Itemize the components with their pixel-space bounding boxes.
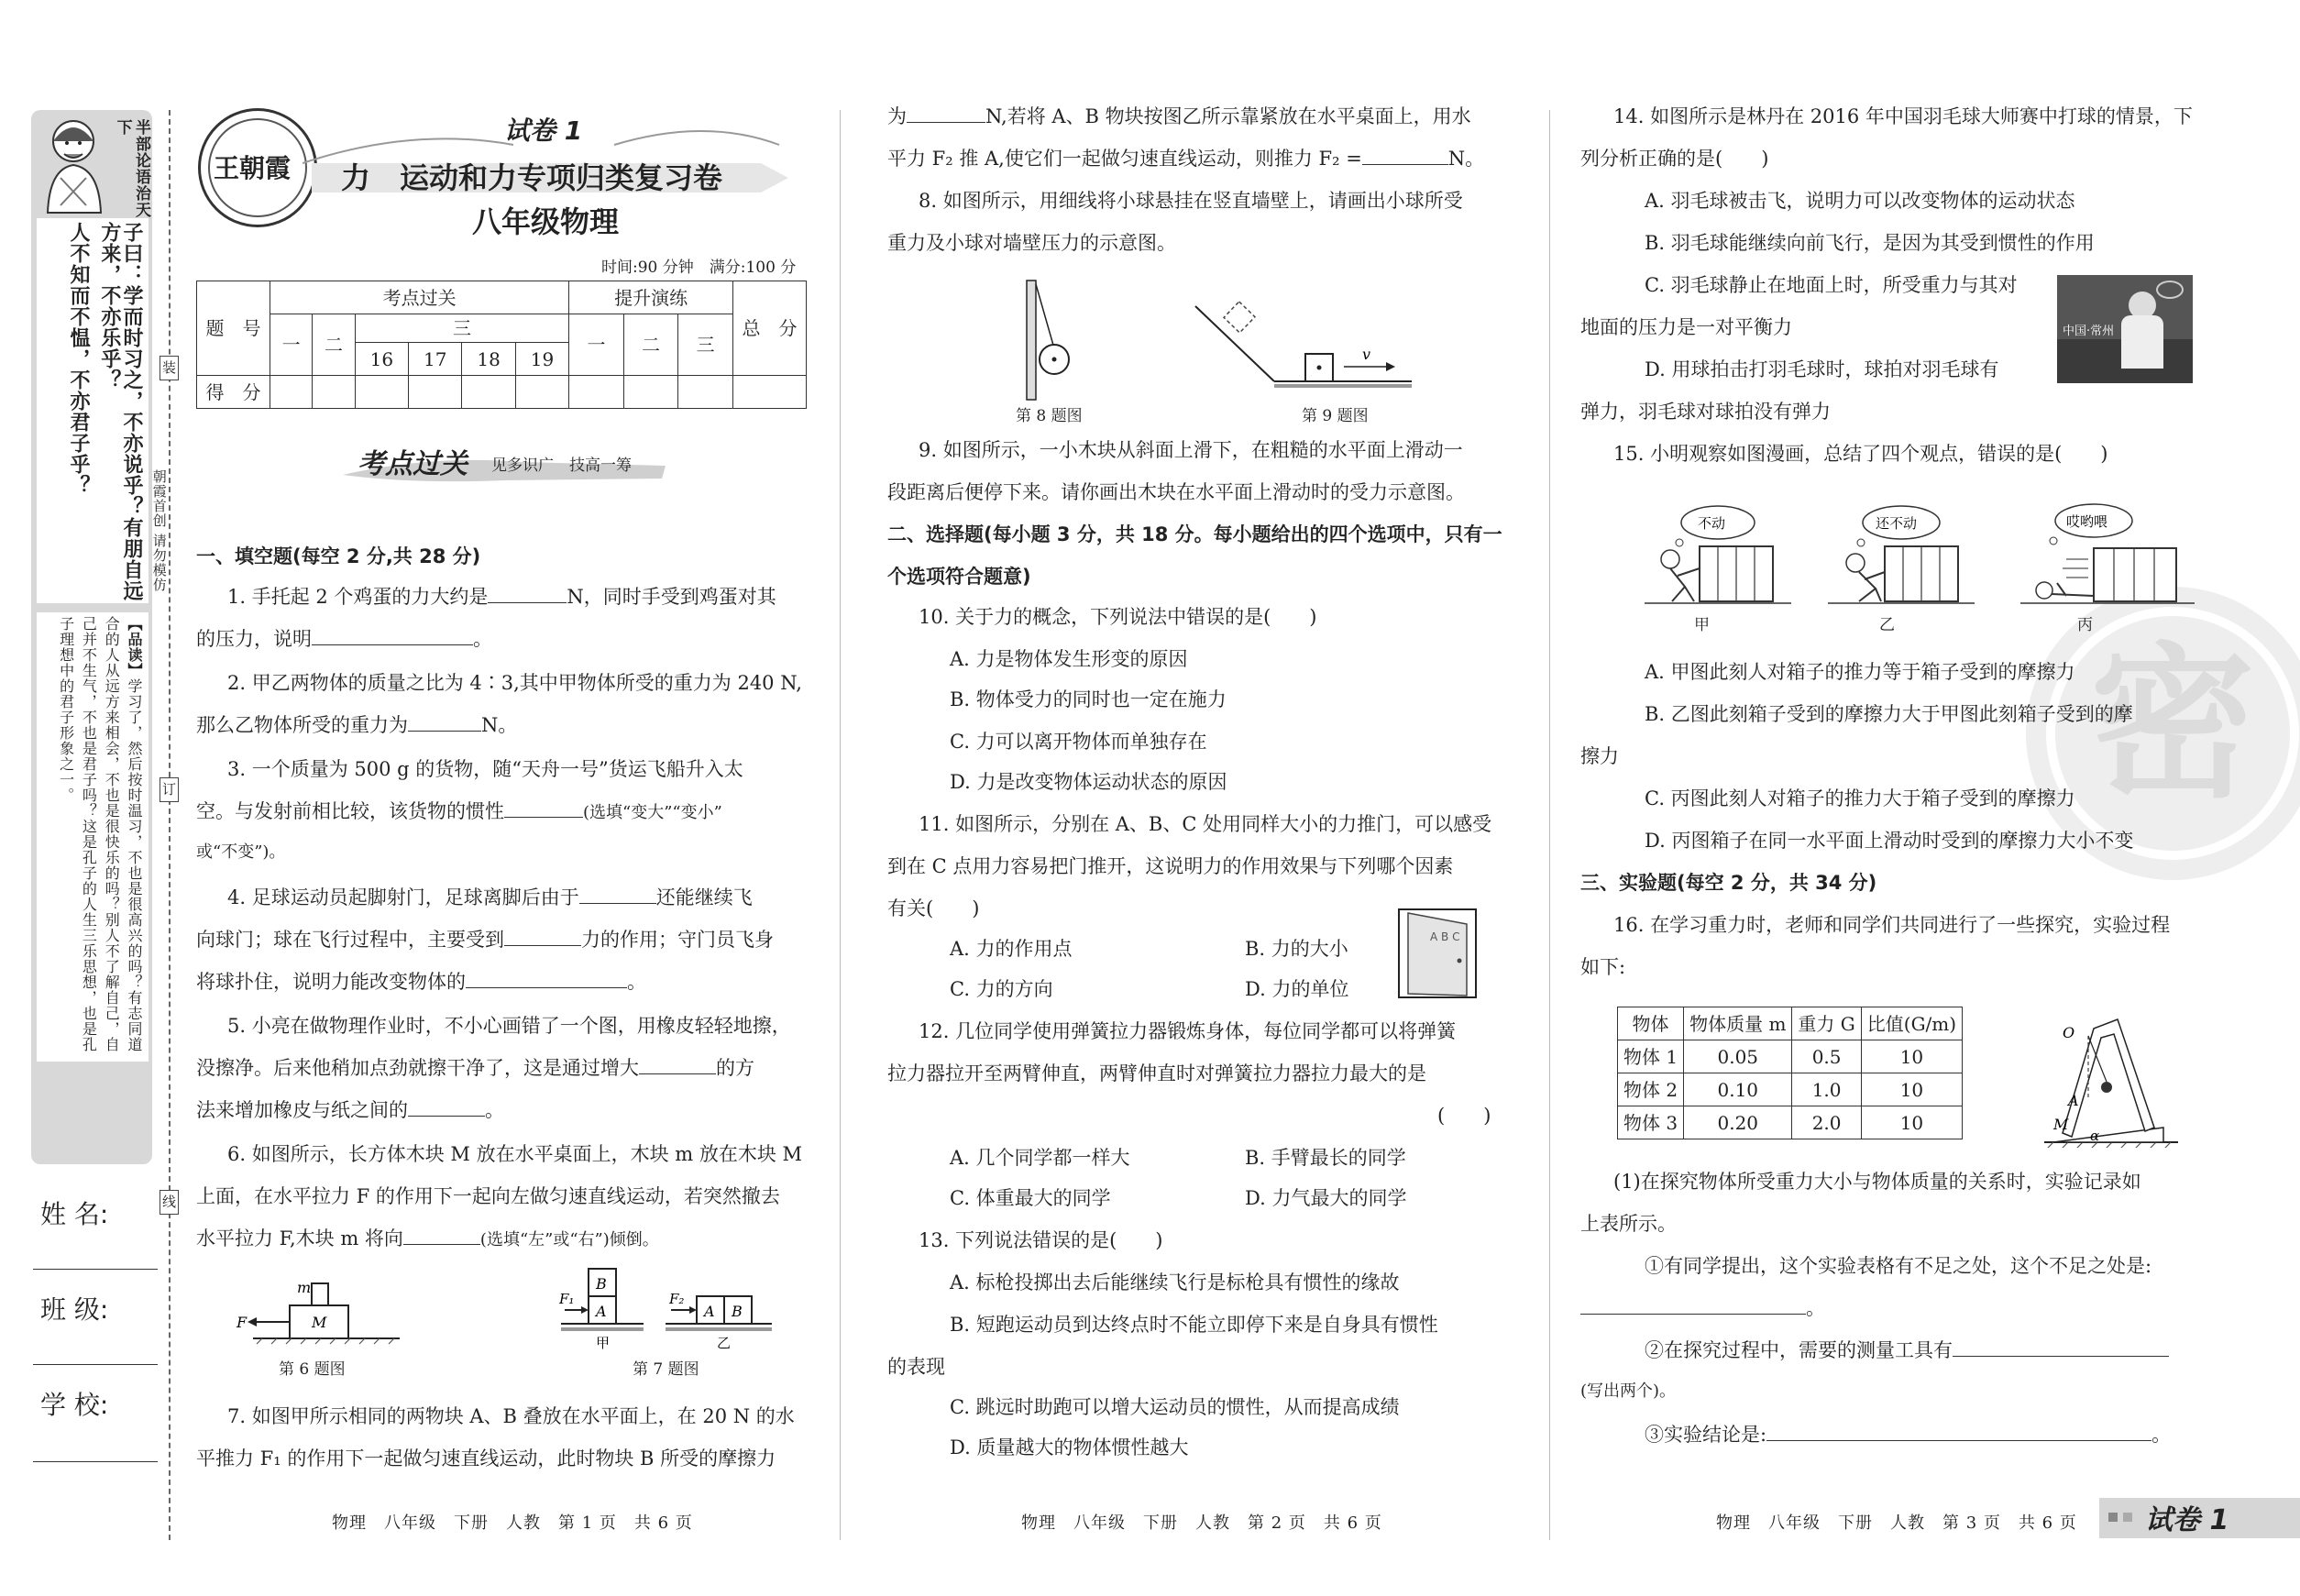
fig16-alpha: α	[2090, 1128, 2100, 1144]
q11-line3: 有关( )	[887, 897, 980, 919]
pindu-content: 学习了，然后按时温习，不也是很高兴的吗？有志同道合的人从远方来相会，不也是很快乐的吗？别人不了解自己，自己并不生气，不也是君子吗？这是孔子的人生三乐思想，也是孔子理想中的君子形象之一。	[57, 616, 143, 1052]
figure-6	[235, 1265, 418, 1357]
fig7-yi: 乙	[717, 1335, 732, 1351]
q11-option-b[interactable]: B. 力的大小	[1245, 938, 1348, 960]
q13-option-b-cont: 的表现	[887, 1356, 945, 1378]
bubble-2: 还不动	[1876, 515, 1918, 532]
footer-page-2: 物理 八年级 下册 人教 第 2 页 共 6 页	[1021, 1513, 1382, 1533]
blank[interactable]	[312, 644, 473, 645]
q13-option-a[interactable]: A. 标枪投掷出去后能继续飞行是标枪具有惯性的缘故	[950, 1271, 1400, 1293]
q16-1-sub1: ①有同学提出，这个实验表格有不足之处，这个不足之处是:	[1645, 1255, 2152, 1277]
figure-9	[1192, 293, 1421, 394]
blank[interactable]	[504, 945, 581, 946]
school-line[interactable]	[33, 1461, 158, 1462]
q15-option-b[interactable]: B. 乙图此刻箱子受到的摩擦力大于甲图此刻箱子受到的摩	[1645, 703, 2133, 725]
fig6-m: m	[297, 1279, 312, 1296]
score-sub: 17	[409, 343, 462, 376]
q14-option-c[interactable]: C. 羽毛球静止在地面上时，所受重力与其对	[1645, 274, 2018, 296]
name-label: 姓 名:	[40, 1199, 109, 1229]
exp-cell: 物体 2	[1618, 1073, 1684, 1106]
blank[interactable]	[1362, 164, 1448, 165]
score-cell[interactable]	[733, 376, 807, 409]
q1-line2: 的压力，说明 。	[196, 628, 492, 650]
q5-line2: 没擦净。后来他稍加点劲就擦干净了，这是通过增大 的方	[196, 1057, 754, 1079]
score-sub: 18	[462, 343, 515, 376]
school-label: 学 校:	[40, 1390, 109, 1420]
score-col: 三	[678, 314, 733, 376]
score-table-score-label: 得 分	[197, 376, 270, 409]
exp-cell: 0.05	[1684, 1040, 1792, 1073]
blank[interactable]	[1766, 1440, 2151, 1441]
q7-line2: 平推力 F₁ 的作用下一起做匀速直线运动，此时物块 B 所受的摩擦力	[196, 1447, 776, 1469]
confucius-illustration	[35, 114, 117, 215]
exp-cell: 1.0	[1792, 1073, 1861, 1106]
q13-option-b[interactable]: B. 短跑运动员到达终点时不能立即停下来是自身具有惯性	[950, 1314, 1438, 1336]
fig6-M: M	[312, 1314, 327, 1331]
q11-line1: 11. 如图所示，分别在 A、B、C 处用同样大小的力推门，可以感受	[919, 813, 1492, 835]
class-label: 班 级:	[40, 1294, 109, 1325]
fig7-B-right: B	[732, 1303, 743, 1320]
section-3-heading: 三、实验题(每空 2 分，共 34 分)	[1580, 872, 1877, 894]
score-cell[interactable]	[623, 376, 678, 409]
table-row	[1618, 1073, 1963, 1106]
q16-1-line1: (1)在探究物体所受重力大小与物体质量的关系时，实验记录如	[1613, 1171, 2141, 1193]
class-line[interactable]	[33, 1364, 158, 1365]
q12-option-d[interactable]: D. 力气最大的同学	[1245, 1187, 1407, 1209]
q9-line1: 9. 如图所示，一小木块从斜面上滑下，在粗糙的水平面上滑动一	[919, 439, 1463, 461]
motto-small: 半部论语治天下	[113, 119, 150, 218]
fig7-jia: 甲	[596, 1335, 611, 1351]
table-row	[1618, 1106, 1963, 1139]
score-table-group1: 考点过关	[270, 281, 569, 314]
q16-line1: 16. 在学习重力时，老师和同学们共同进行了一些探究，实验过程	[1613, 914, 2171, 936]
q9-line2: 段距离后便停下来。请你画出木块在水平面上滑动时的受力示意图。	[887, 481, 1465, 503]
q15-option-d[interactable]: D. 丙图箱子在同一水平面上滑动时受到的摩擦力大小不变	[1645, 830, 2134, 852]
q10-option-d[interactable]: D. 力是改变物体运动状态的原因	[950, 771, 1227, 793]
logo-text: 王朝霞	[214, 153, 292, 183]
bubble-3: 哎哟喂	[2066, 513, 2108, 530]
score-cell[interactable]	[515, 376, 568, 409]
binding-mark-1: 装	[160, 356, 179, 380]
q13: 13. 下列说法错误的是( )	[919, 1229, 1163, 1251]
q12-line3: ( )	[1437, 1105, 1491, 1127]
exp-header: 物体质量 m	[1684, 1007, 1792, 1040]
bubble-1: 不动	[1698, 515, 1726, 532]
corner-exam-number: 试卷 1	[2145, 1504, 2229, 1536]
q4-line2: 向球门；球在飞行过程中，主要受到 力的作用；守门员飞身	[196, 929, 774, 951]
score-table-row-label: 题 号	[197, 281, 270, 376]
q4-line1: 4. 足球运动员起脚射门，足球离脚后由于 还能继续飞	[227, 886, 753, 908]
score-col-san: 三	[355, 314, 569, 343]
blank[interactable]	[639, 1073, 716, 1074]
q7-line4: 平力 F₂ 推 A,使它们一起做匀速直线运动，则推力 F₂ = N。	[887, 148, 1485, 170]
exp-header: 比值(G/m)	[1861, 1007, 1962, 1040]
section-2-heading-line2: 个选项符合题意)	[887, 566, 1031, 588]
q1-line1: 1. 手托起 2 个鸡蛋的力大约是 N，同时手受到鸡蛋对其	[227, 586, 776, 608]
fig8-caption: 第 8 题图	[1016, 407, 1083, 425]
q12-option-a[interactable]: A. 几个同学都一样大	[950, 1147, 1130, 1169]
q16-line2: 如下:	[1580, 956, 1626, 978]
exp-cell: 物体 3	[1618, 1106, 1684, 1139]
fig7-F2: F₂	[669, 1291, 685, 1307]
experiment-table	[1617, 1007, 1963, 1139]
exp-cell: 0.5	[1792, 1040, 1861, 1073]
logo	[198, 108, 317, 227]
exp-cell: 10	[1861, 1106, 1962, 1139]
q16-1-sub2: ②在探究过程中，需要的测量工具有	[1645, 1337, 2169, 1366]
figure-7	[556, 1261, 794, 1362]
score-col: 一	[569, 314, 624, 376]
score-cell[interactable]	[313, 376, 355, 409]
fig16-O: O	[2063, 1024, 2075, 1041]
q3-line1: 3. 一个质量为 500 g 的货物，随“天舟一号”货运飞船升入太	[227, 758, 743, 780]
q15: 15. 小明观察如图漫画，总结了四个观点，错误的是( )	[1613, 443, 2108, 465]
q3-line3: 或“不变”)。	[196, 842, 286, 862]
confucius-quote-line2: 人不知而不愠，不亦君子乎？	[67, 222, 91, 496]
sidebar	[28, 110, 156, 1164]
fig7-F1: F₁	[559, 1291, 575, 1307]
door-labels: A B C	[1430, 930, 1460, 943]
confucius-quote	[37, 218, 149, 603]
exam-title: 力 运动和力专项归类复习卷	[341, 160, 723, 195]
section-banner-title: 考点过关	[358, 448, 468, 480]
score-table-total: 总 分	[733, 281, 807, 376]
blank[interactable]	[488, 602, 567, 603]
q14-option-a[interactable]: A. 羽毛球被击飞，说明力可以改变物体的运动状态	[1645, 190, 2075, 212]
badminton-photo	[2057, 275, 2193, 383]
score-col: 二	[623, 314, 678, 376]
score-col: 一	[270, 314, 313, 376]
q4-line3: 将球扑住，说明力能改变物体的 。	[196, 971, 646, 993]
fig7-caption: 第 7 题图	[633, 1360, 699, 1379]
blank[interactable]	[1953, 1356, 2169, 1357]
q12-option-b[interactable]: B. 手臂最长的同学	[1245, 1147, 1406, 1169]
q11-option-a[interactable]: A. 力的作用点	[950, 938, 1073, 960]
section-banner-slogan: 见多识广 技高一筹	[491, 457, 632, 475]
exp-cell: 10	[1861, 1040, 1962, 1073]
fig16-A: A	[2068, 1092, 2079, 1109]
q12-line1: 12. 几位同学使用弹簧拉力器锻炼身体，每位同学都可以将弹簧	[919, 1020, 1457, 1042]
q10: 10. 关于力的概念，下列说法中错误的是( )	[919, 606, 1317, 628]
brand-note: 朝霞首创 请勿模仿	[150, 469, 168, 592]
cartoon-caption-bing: 丙	[2077, 616, 2093, 634]
blank[interactable]	[579, 903, 656, 904]
pindu-text	[54, 616, 145, 1056]
q7-line1: 7. 如图甲所示相同的两物块 A、B 叠放在水平面上，在 20 N 的水	[227, 1405, 795, 1427]
score-cell[interactable]	[270, 376, 313, 409]
score-table-group2: 提升演练	[569, 281, 733, 314]
q5-line1: 5. 小亮在做物理作业时，不小心画错了一个图，用橡皮轻轻地擦，	[227, 1015, 791, 1037]
q14-option-c-cont: 地面的压力是一对平衡力	[1580, 316, 1792, 338]
q11-option-c[interactable]: C. 力的方向	[950, 978, 1053, 1000]
pindu-label: 【品读】	[126, 616, 143, 678]
score-table	[196, 281, 807, 409]
blank[interactable]	[408, 1116, 485, 1117]
exp-header: 物体	[1618, 1007, 1684, 1040]
fig7-A-right: A	[704, 1303, 715, 1320]
q5-line3: 法来增加橡皮与纸之间的 。	[196, 1099, 504, 1121]
q14-line1: 14. 如图所示是林丹在 2016 年中国羽毛球大师赛中打球的情景，下	[1613, 105, 2193, 127]
pindu-box	[37, 612, 149, 1062]
fig7-A-bottom: A	[596, 1303, 607, 1320]
watermark-text: 密	[2090, 627, 2256, 820]
footer-page-1: 物理 八年级 下册 人教 第 1 页 共 6 页	[332, 1513, 693, 1533]
q16-1-sub1-answer: 。	[1580, 1294, 1825, 1324]
exp-cell: 物体 1	[1618, 1040, 1684, 1073]
confucius-quote-line1: 子曰：学而时习之，不亦说乎？有朋自远方来，不亦乐乎？	[97, 222, 144, 601]
q13-option-c[interactable]: C. 跳远时助跑可以增大运动员的惯性，从而提高成绩	[950, 1396, 1400, 1418]
q2-line2: 那么乙物体所受的重力为 N。	[196, 714, 518, 736]
q16-1-sub3: ③实验结论是: 。	[1645, 1424, 2172, 1446]
photo-caption-text: 中国·常州	[2063, 325, 2115, 338]
q12-option-c[interactable]: C. 体重最大的同学	[950, 1187, 1111, 1209]
q14-line2: 列分析正确的是( )	[1580, 148, 1769, 170]
score-sub: 16	[355, 343, 408, 376]
cartoon-figure	[1635, 495, 2204, 614]
q15-option-b-cont: 擦力	[1580, 745, 1619, 767]
blank[interactable]	[504, 817, 583, 818]
blank[interactable]	[403, 1244, 480, 1245]
exp-cell: 2.0	[1792, 1106, 1861, 1139]
fig6-caption: 第 6 题图	[279, 1360, 346, 1379]
q15-option-a[interactable]: A. 甲图此刻人对箱子的推力等于箱子受到的摩擦力	[1645, 661, 2075, 683]
score-sub: 19	[515, 343, 568, 376]
fig6-F: F	[237, 1314, 248, 1331]
blank[interactable]	[408, 731, 481, 732]
q11-option-d[interactable]: D. 力的单位	[1245, 978, 1349, 1000]
corner-exam-tab	[2099, 1498, 2300, 1538]
q10-option-c[interactable]: C. 力可以离开物体而单独存在	[950, 731, 1207, 753]
q12-line2: 拉力器拉开至两臂伸直，两臂伸直时对弹簧拉力器拉力最大的是	[887, 1062, 1426, 1084]
q8-line1: 8. 如图所示，用细线将小球悬挂在竖直墙壁上，请画出小球所受	[919, 190, 1463, 212]
figure-8	[1008, 275, 1118, 403]
exp-cell: 0.20	[1684, 1106, 1792, 1139]
fig9-caption: 第 9 题图	[1302, 407, 1369, 425]
exam-subtitle: 八年级物理	[472, 204, 620, 239]
q6-line2: 上面，在水平拉力 F 的作用下一起向左做匀速直线运动，若突然撤去	[196, 1185, 780, 1207]
q16-1-sub2-note: (写出两个)。	[1580, 1381, 1677, 1401]
q11-line2: 到在 C 点用力容易把门推开，这说明力的作用效果与下列哪个因素	[887, 855, 1454, 877]
time-info: 时间:90 分钟 满分:100 分	[601, 259, 797, 277]
q15-option-c[interactable]: C. 丙图此刻人对箱子的推力大于箱子受到的摩擦力	[1645, 787, 2075, 809]
score-cell[interactable]	[569, 376, 624, 409]
q16-1-line2: 上表所示。	[1580, 1213, 1677, 1235]
section-1-heading: 一、填空题(每空 2 分,共 28 分)	[196, 545, 481, 567]
q10-option-a[interactable]: A. 力是物体发生形变的原因	[950, 648, 1188, 670]
q14-option-b[interactable]: B. 羽毛球能继续向前飞行，是因为其受到惯性的作用	[1645, 232, 2095, 254]
q14-option-d[interactable]: D. 用球拍击打羽毛球时，球拍对羽毛球有	[1645, 358, 1999, 380]
q6-line1: 6. 如图所示，长方体木块 M 放在水平桌面上，木块 m 放在木块 M	[227, 1143, 803, 1165]
fig9-v: v	[1362, 346, 1371, 363]
blank[interactable]	[466, 987, 627, 988]
exp-cell: 10	[1861, 1073, 1962, 1106]
exam-number: 试卷 1	[504, 116, 583, 146]
fig7-B-top: B	[596, 1275, 607, 1293]
fig16-M: M	[2053, 1116, 2069, 1133]
column-divider-1	[840, 110, 841, 1540]
table-row	[1618, 1040, 1963, 1073]
column-divider-2	[1549, 110, 1550, 1540]
score-cell[interactable]	[409, 376, 462, 409]
binding-mark-2: 订	[160, 777, 179, 802]
cartoon-caption-jia: 甲	[1694, 616, 1710, 634]
q2-line1: 2. 甲乙两物体的质量之比为 4∶3,其中甲物体所受的重力为 240 N,	[227, 672, 802, 694]
section-2-heading-line1: 二、选择题(每小题 3 分，共 18 分。每小题给出的四个选项中，只有一	[887, 523, 1502, 545]
binding-line	[169, 110, 171, 1540]
q3-line2: 空。与发射前相比较，该货物的惯性 (选填“变大”“变小”	[196, 800, 722, 822]
footer-page-3: 物理 八年级 下册 人教 第 3 页 共 6 页	[1716, 1513, 2077, 1533]
score-cell[interactable]	[678, 376, 733, 409]
name-line[interactable]	[33, 1269, 158, 1270]
q7-line3: 为 N,若将 A、B 物块按图乙所示靠紧放在水平桌面上，用水	[887, 105, 1471, 127]
door-figure	[1393, 906, 1480, 1001]
exp-header: 重力 G	[1792, 1007, 1861, 1040]
blank[interactable]	[907, 122, 985, 123]
figure-16	[2017, 1014, 2182, 1151]
score-cell[interactable]	[355, 376, 408, 409]
q10-option-b[interactable]: B. 物体受力的同时也一定在施力	[950, 688, 1227, 710]
exp-cell: 0.10	[1684, 1073, 1792, 1106]
score-cell[interactable]	[462, 376, 515, 409]
q8-line2: 重力及小球对墙壁压力的示意图。	[887, 232, 1176, 254]
blank[interactable]	[1580, 1314, 1806, 1315]
binding-mark-3: 线	[160, 1190, 179, 1215]
q14-option-d-cont: 弹力，羽毛球对球拍没有弹力	[1580, 401, 1831, 423]
q6-line3: 水平拉力 F,木块 m 将向 (选填“左”或“右”)倾倒。	[196, 1227, 659, 1249]
q13-option-d[interactable]: D. 质量越大的物体惯性越大	[950, 1436, 1189, 1458]
score-col: 二	[313, 314, 355, 376]
cartoon-caption-yi: 乙	[1879, 616, 1895, 634]
